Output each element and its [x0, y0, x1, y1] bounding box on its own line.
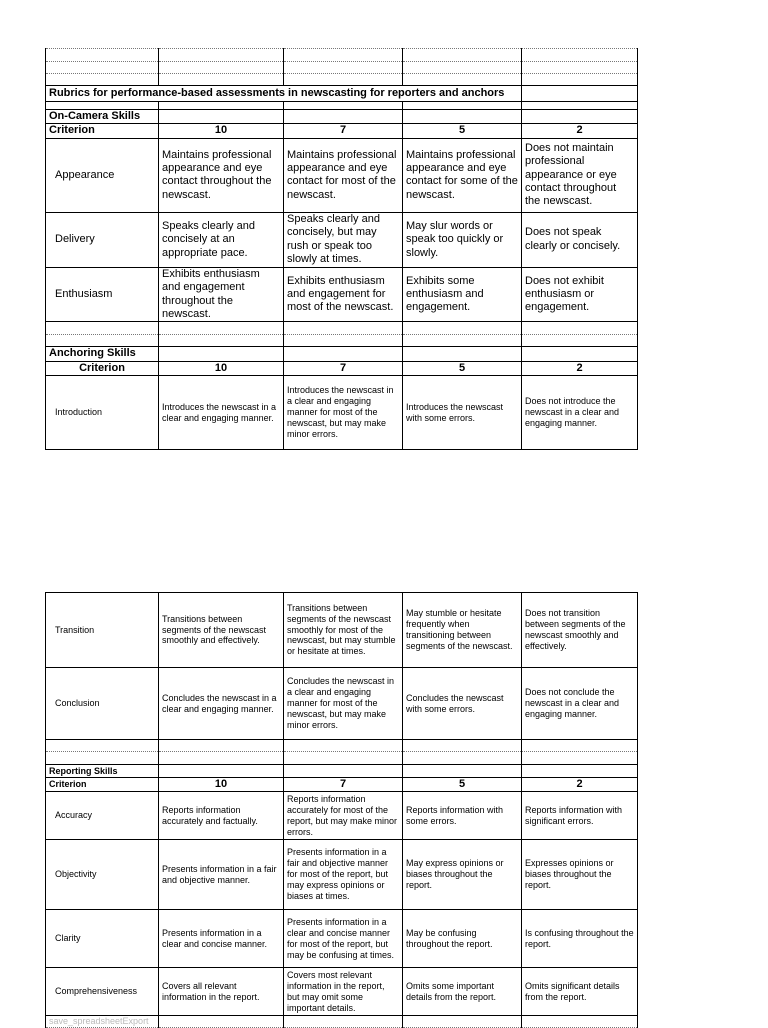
section-title-reporting: Reporting Skills	[46, 765, 159, 778]
footer-note: save_spreadsheetExport	[46, 1016, 159, 1028]
descriptor-cell: Reports information accurately for most of the report, but may make minor errors.	[284, 792, 403, 840]
descriptor-cell: Reports information with some errors.	[403, 792, 522, 840]
rubric-table-page-2	[45, 592, 638, 1028]
criterion-label: Accuracy	[46, 792, 159, 840]
descriptor-cell: Expresses opinions or biases throughout the report.	[522, 840, 638, 910]
descriptor-cell: Exhibits enthusiasm and engagement throughout the newscast.	[159, 267, 284, 322]
descriptor-cell: Does not conclude the newscast in a clear and engaging manner.	[522, 668, 638, 740]
descriptor-cell: Does not exhibit enthusiasm or engagement.	[522, 267, 638, 322]
descriptor-cell: May be confusing throughout the report.	[403, 910, 522, 968]
header-score-2: 2	[522, 124, 638, 138]
descriptor-cell: May stumble or hesitate frequently when transitioning between segments of the newscast.	[403, 593, 522, 668]
rubric-row-accuracy	[46, 792, 638, 840]
criterion-label: Clarity	[46, 910, 159, 968]
descriptor-cell: Speaks clearly and concisely, but may rush or speak too slowly at times.	[284, 212, 403, 267]
criterion-label: Enthusiasm	[46, 267, 159, 322]
descriptor-cell: Exhibits enthusiasm and engagement for most of the newscast.	[284, 267, 403, 322]
descriptor-cell: Does not speak clearly or concisely.	[522, 212, 638, 267]
rubric-row-clarity	[46, 910, 638, 968]
criterion-label: Objectivity	[46, 840, 159, 910]
descriptor-cell: Omits significant details from the report.	[522, 968, 638, 1016]
header-row-reporting	[46, 778, 638, 792]
rubric-row-enthusiasm	[46, 267, 638, 322]
descriptor-cell: Does not maintain professional appearance or eye contact throughout the newscast.	[522, 138, 638, 212]
descriptor-cell: Introduces the newscast in a clear and engaging manner.	[159, 376, 284, 450]
criterion-label: Appearance	[46, 138, 159, 212]
descriptor-cell: Introduces the newscast in a clear and engaging manner for most of the newscast, but may make minor errors.	[284, 376, 403, 450]
descriptor-cell: Is confusing throughout the report.	[522, 910, 638, 968]
descriptor-cell: Does not transition between segments of the newscast smoothly and effectively.	[522, 593, 638, 668]
descriptor-cell: Concludes the newscast in a clear and engaging manner.	[159, 668, 284, 740]
criterion-label: Transition	[46, 593, 159, 668]
descriptor-cell: May express opinions or biases throughout the report.	[403, 840, 522, 910]
header-score-10: 10	[159, 361, 284, 375]
descriptor-cell: Omits some important details from the report.	[403, 968, 522, 1016]
criterion-label: Conclusion	[46, 668, 159, 740]
header-score-7: 7	[284, 124, 403, 138]
descriptor-cell: Covers most relevant information in the report, but may omit some important details.	[284, 968, 403, 1016]
descriptor-cell: May slur words or speak too quickly or slowly.	[403, 212, 522, 267]
descriptor-cell: Does not introduce the newscast in a clear and engaging manner.	[522, 376, 638, 450]
descriptor-cell: Presents information in a fair and objective manner.	[159, 840, 284, 910]
rubric-row-appearance	[46, 138, 638, 212]
criterion-label: Comprehensiveness	[46, 968, 159, 1016]
header-score-2: 2	[522, 778, 638, 792]
header-criterion: Criterion	[46, 778, 159, 792]
descriptor-cell: Presents information in a fair and objective manner for most of the report, but may express opinions or biases at times.	[284, 840, 403, 910]
rubric-row-transition	[46, 593, 638, 668]
rubric-row-delivery	[46, 212, 638, 267]
rubric-table-page-1	[45, 48, 638, 450]
section-title-anchoring: Anchoring Skills	[46, 347, 159, 361]
descriptor-cell: Maintains professional appearance and eye contact throughout the newscast.	[159, 138, 284, 212]
descriptor-cell: Introduces the newscast with some errors.	[403, 376, 522, 450]
descriptor-cell: Concludes the newscast in a clear and engaging manner for most of the newscast, but may make minor errors.	[284, 668, 403, 740]
header-score-10: 10	[159, 124, 284, 138]
header-score-2: 2	[522, 361, 638, 375]
descriptor-cell: Maintains professional appearance and eye contact for some of the newscast.	[403, 138, 522, 212]
descriptor-cell: Transitions between segments of the newscast smoothly for most of the newscast, but may stumble or hesitate at times.	[284, 593, 403, 668]
section-row-on-camera	[46, 110, 638, 124]
descriptor-cell: Exhibits some enthusiasm and engagement.	[403, 267, 522, 322]
header-score-5: 5	[403, 778, 522, 792]
descriptor-cell: Concludes the newscast with some errors.	[403, 668, 522, 740]
descriptor-cell: Covers all relevant information in the report.	[159, 968, 284, 1016]
descriptor-cell: Speaks clearly and concisely at an appropriate pace.	[159, 212, 284, 267]
header-row-on-camera	[46, 124, 638, 138]
rubric-row-conclusion	[46, 668, 638, 740]
header-score-10: 10	[159, 778, 284, 792]
descriptor-cell: Reports information accurately and factually.	[159, 792, 284, 840]
descriptor-cell: Transitions between segments of the newscast smoothly and effectively.	[159, 593, 284, 668]
header-criterion: Criterion	[46, 124, 159, 138]
descriptor-cell: Presents information in a clear and concise manner.	[159, 910, 284, 968]
header-score-7: 7	[284, 361, 403, 375]
header-score-5: 5	[403, 361, 522, 375]
header-row-anchoring	[46, 361, 638, 375]
criterion-label: Introduction	[46, 376, 159, 450]
descriptor-cell: Reports information with significant errors.	[522, 792, 638, 840]
descriptor-cell: Maintains professional appearance and eye contact for most of the newscast.	[284, 138, 403, 212]
title-row	[46, 86, 638, 102]
rubric-row-comprehensiveness	[46, 968, 638, 1016]
descriptor-cell: Presents information in a clear and concise manner for most of the report, but may be confusing at times.	[284, 910, 403, 968]
header-criterion: Criterion	[46, 361, 159, 375]
section-row-anchoring	[46, 347, 638, 361]
rubric-row-introduction	[46, 376, 638, 450]
criterion-label: Delivery	[46, 212, 159, 267]
section-title-on-camera: On-Camera Skills	[46, 110, 159, 124]
rubric-title: Rubrics for performance-based assessments in newscasting for reporters and anchors	[46, 86, 522, 102]
header-score-7: 7	[284, 778, 403, 792]
section-row-reporting	[46, 765, 638, 778]
rubric-row-objectivity	[46, 840, 638, 910]
header-score-5: 5	[403, 124, 522, 138]
